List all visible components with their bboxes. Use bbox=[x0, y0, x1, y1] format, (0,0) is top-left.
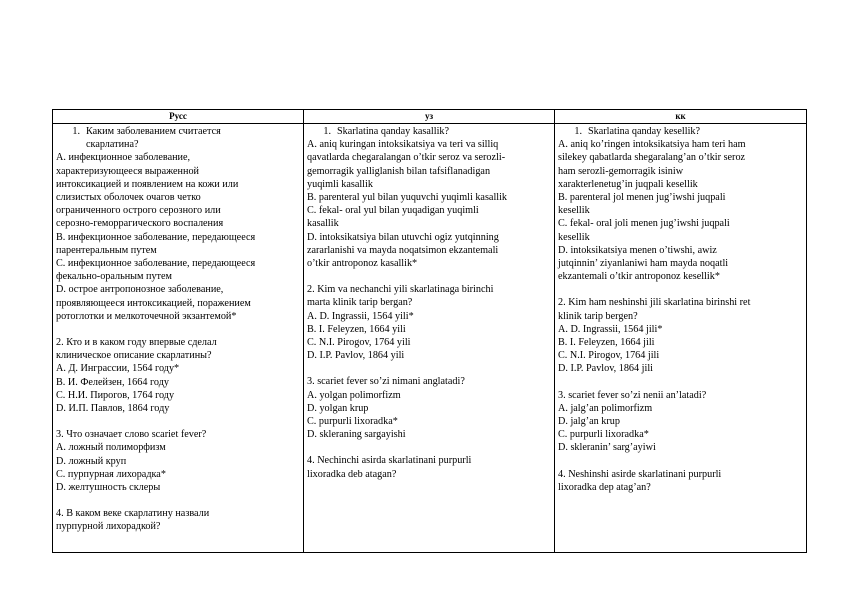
answer-line: характеризующееся выраженной bbox=[56, 165, 199, 177]
header-row bbox=[53, 110, 807, 124]
body-row bbox=[53, 124, 807, 553]
answer-line: проявляющееся интоксикацией, поражением bbox=[56, 297, 251, 309]
answer-line: клиническое описание скарлатины? bbox=[56, 350, 212, 362]
answer-line: klinik tarip bergen? bbox=[558, 310, 638, 322]
question-text: Skarlatina qanday kasallik? bbox=[337, 126, 450, 137]
question-text: 3. scariet fever so’zi nimani anglatadi? bbox=[307, 376, 465, 388]
question-text: 3. Что означает слово scariet fever? bbox=[56, 429, 207, 441]
answer-line: silekey qabatlarda shegaralang’an o’tkir seroz bbox=[558, 152, 746, 164]
header-karakalpak: кк bbox=[555, 110, 807, 124]
answer-line: A. D. Ingrassii, 1564 yili* bbox=[307, 310, 414, 322]
answer-line: A. aniq kuringan intoksikatsiya va teri va silliq bbox=[307, 139, 499, 151]
answer-line: A. yolgan polimorfizm bbox=[307, 389, 401, 401]
header-russian: Русс bbox=[53, 110, 304, 124]
answer-line: C. N.I. Pirogov, 1764 jili bbox=[558, 350, 660, 362]
answer-line: C. пурпурная лихорадка* bbox=[56, 468, 166, 480]
question-text: 2. Кто и в каком году впервые сделал bbox=[56, 337, 217, 349]
question-text-continued: скарлатина? bbox=[86, 139, 139, 151]
question-block bbox=[558, 125, 803, 283]
answer-line: ограниченного острого серозного или bbox=[56, 205, 221, 217]
question-block bbox=[307, 125, 551, 270]
answer-line: A. aniq ko’ringen intoksikatsiya ham teri ham bbox=[558, 139, 746, 151]
trilingual-question-table bbox=[52, 109, 807, 553]
answer-line: B. parenteral yul bilan yuquvchi yuqimli kasallik bbox=[307, 192, 508, 204]
question-text: 4. Nechinchi asirda skarlatinani purpurli bbox=[307, 455, 472, 467]
answer-line: фекально-оральным путем bbox=[56, 271, 172, 283]
answer-line: jutqinnin’ ziyanlaniwi ham mayda noqatli bbox=[558, 258, 729, 270]
answer-line: D. желтушность склеры bbox=[56, 482, 161, 494]
answer-line: C. fekal- oral yul bilan yuqadigan yuqimli bbox=[307, 205, 479, 217]
answer-line: C. инфекционное заболевание, передающееся bbox=[56, 258, 256, 270]
answer-line: B. I. Feleyzen, 1664 jili bbox=[558, 337, 655, 349]
question-number: 1. bbox=[574, 126, 582, 137]
answer-line: D. острое антропонозное заболевание, bbox=[56, 284, 224, 296]
answer-line: D. skleranin’ sarg’ayiwi bbox=[558, 442, 656, 454]
question-block bbox=[307, 375, 551, 441]
answer-line: o’tkir antroponoz kasallik* bbox=[307, 258, 418, 270]
answer-line: C. purpurli lixoradka* bbox=[558, 429, 649, 441]
answer-line: xarakterlenetug’in juqpali kesellik bbox=[558, 178, 698, 190]
answer-line: B. инфекционное заболевание, передающееся bbox=[56, 231, 256, 243]
answer-line: A. D. Ingrassii, 1564 jili* bbox=[558, 323, 663, 335]
answer-line: ham serozli-gemorragik isiniw bbox=[558, 165, 684, 177]
question-text: 2. Kim va nechanchi yili skarlatinaga birinchi bbox=[307, 284, 494, 296]
answer-line: C. fekal- oral joli menen jug’iwshi juqpali bbox=[558, 218, 730, 230]
answer-line: интоксикацией и появлением на кожи или bbox=[56, 178, 239, 190]
answer-line: C. purpurli lixoradka* bbox=[307, 416, 398, 428]
question-block bbox=[56, 507, 300, 533]
column-karakalpak bbox=[555, 124, 807, 553]
answer-line: D. skleraning sargayishi bbox=[307, 429, 406, 441]
answer-line: ekzantemali o’tkir antroponoz kesellik* bbox=[558, 271, 720, 283]
answer-line: серозно-геморрагического воспаления bbox=[56, 218, 224, 230]
answer-line: D. I.P. Pavlov, 1864 jili bbox=[558, 363, 653, 375]
answer-line: yuqimli kasallik bbox=[307, 178, 373, 190]
answer-line: B. И. Фелейзен, 1664 году bbox=[56, 376, 169, 388]
question-text: Каким заболеванием считается bbox=[86, 126, 221, 137]
question-block bbox=[56, 428, 300, 494]
question-title bbox=[558, 125, 803, 138]
answer-line: ротоглотки и мелкоточечной экзантемой* bbox=[56, 310, 237, 322]
answer-line: qavatlarda chegaralangan o’tkir seroz va serozli- bbox=[307, 152, 506, 164]
answer-line: D. intoksikatsiya menen o’tiwshi, awiz bbox=[558, 244, 717, 256]
answer-line: D. yolgan krup bbox=[307, 402, 369, 414]
answer-line: A. Д. Инграссии, 1564 году* bbox=[56, 363, 180, 375]
answer-line: C. Н.И. Пирогов, 1764 году bbox=[56, 389, 175, 401]
column-russian bbox=[53, 124, 304, 553]
question-block bbox=[558, 296, 803, 375]
question-text: 4. Neshinshi asirde skarlatinani purpurli bbox=[558, 468, 722, 480]
question-number: 1. bbox=[323, 126, 331, 137]
answer-line: B. parenteral jol menen jug’iwshi juqpali bbox=[558, 192, 726, 204]
answer-line: C. N.I. Pirogov, 1764 yili bbox=[307, 337, 411, 349]
answer-line: A. jalg’an polimorfizm bbox=[558, 402, 653, 414]
answer-line: kesellik bbox=[558, 231, 590, 243]
question-text: 3. scariet fever so’zi nenii an’latadi? bbox=[558, 389, 707, 401]
answer-line: marta klinik tarip bergan? bbox=[307, 297, 413, 309]
question-block bbox=[56, 336, 300, 415]
answer-line: D. I.P. Pavlov, 1864 yili bbox=[307, 350, 405, 362]
answer-line: A. инфекционное заболевание, bbox=[56, 152, 191, 164]
question-block bbox=[307, 283, 551, 362]
column-uzbek bbox=[304, 124, 555, 553]
answer-line: lixoradka deb atagan? bbox=[307, 468, 397, 480]
answer-line: A. ложный полиморфизм bbox=[56, 442, 166, 454]
answer-line: gemorragik yalliglanish bilan tafsiflanadigan bbox=[307, 165, 491, 177]
answer-line: D. ложный круп bbox=[56, 455, 127, 467]
answer-line: пурпурной лихорадкой? bbox=[56, 521, 161, 533]
question-block bbox=[56, 125, 300, 323]
question-text: 4. В каком веке скарлатину назвали bbox=[56, 508, 210, 520]
answer-line: D. jalg’an krup bbox=[558, 416, 620, 428]
answer-line: D. И.П. Павлов, 1864 году bbox=[56, 403, 170, 415]
question-number: 1. bbox=[72, 126, 80, 137]
question-title bbox=[307, 125, 551, 138]
question-block bbox=[307, 454, 551, 480]
answer-line: kesellik bbox=[558, 205, 590, 217]
answer-line: B. I. Feleyzen, 1664 yili bbox=[307, 323, 406, 335]
answer-line: kasallik bbox=[307, 218, 339, 230]
question-text: 2. Kim ham neshinshi jili skarlatina birinshi ret bbox=[558, 297, 751, 309]
question-block bbox=[558, 468, 803, 494]
answer-line: слизистых оболочек очагов четко bbox=[56, 192, 201, 204]
answer-line: lixoradka dep atag’an? bbox=[558, 481, 651, 493]
question-text: Skarlatina qanday kesellik? bbox=[588, 126, 701, 137]
answer-line: D. intoksikatsiya bilan utuvchi ogiz yutqinning bbox=[307, 231, 499, 243]
answer-line: zararlanishi va mayda noqatsimon ekzantemali bbox=[307, 244, 499, 256]
question-block bbox=[558, 389, 803, 455]
question-title bbox=[56, 125, 300, 138]
answer-line: парентеральным путем bbox=[56, 244, 157, 256]
header-uzbek: уз bbox=[304, 110, 555, 124]
